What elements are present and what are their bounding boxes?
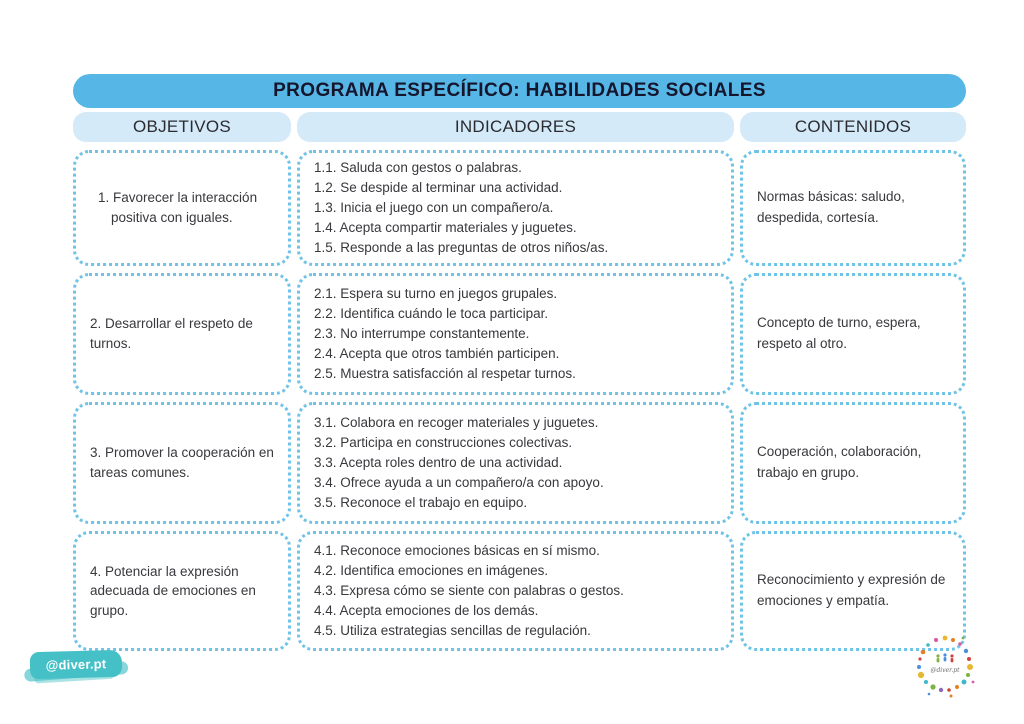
cell-objetivo-1 (73, 150, 291, 266)
cell-objetivo-4 (73, 531, 291, 651)
brand-handle-badge (30, 650, 123, 679)
cell-objetivo-2 (73, 273, 291, 395)
column-headers (73, 112, 966, 142)
column-header-indicadores: INDICADORES (297, 112, 734, 142)
brand-handle-text: @diver.pt (45, 656, 107, 673)
program-sheet (73, 74, 966, 651)
indicador-item: 2.2. Identifica cuándo le toca participar. (314, 306, 549, 321)
indicador-item: 3.3. Acepta roles dentro de una actividad. (314, 455, 563, 470)
cell-indicadores-3 (297, 402, 734, 524)
page-title: PROGRAMA ESPECÍFICO: HABILIDADES SOCIALES (273, 80, 766, 101)
indicador-item: 2.3. No interrumpe constantemente. (314, 326, 530, 341)
program-table (73, 150, 966, 651)
objetivo-text: 2. Desarrollar el respeto de turnos. (90, 316, 253, 351)
contenido-text: Reconocimiento y expresión de emociones y empatía. (757, 572, 946, 608)
indicador-item: 4.2. Identifica emociones en imágenes. (314, 563, 549, 578)
indicador-item: 4.4. Acepta emociones de los demás. (314, 603, 539, 618)
contenido-text: Cooperación, colaboración, trabajo en grupo. (757, 444, 922, 480)
logo-handle-text: @diver.pt (930, 667, 960, 674)
indicador-item: 4.1. Reconoce emociones básicas en sí mismo. (314, 543, 600, 558)
indicador-item: 1.5. Responde a las preguntas de otros niños/as. (314, 240, 609, 255)
cell-contenido-3 (740, 402, 966, 524)
title-bar (73, 74, 966, 108)
indicador-item: 4.3. Expresa cómo se siente con palabras o gestos. (314, 583, 624, 598)
cell-contenido-2 (740, 273, 966, 395)
cell-indicadores-2 (297, 273, 734, 395)
tiny-people-icon (936, 653, 953, 662)
diver-confetti-logo-icon (905, 626, 985, 706)
cell-indicadores-1 (297, 150, 734, 266)
indicador-item: 1.4. Acepta compartir materiales y juguetes. (314, 220, 577, 235)
indicador-item: 3.2. Participa en construcciones colectivas. (314, 435, 573, 450)
contenido-text: Normas básicas: saludo, despedida, cortesía. (757, 189, 905, 225)
column-header-objetivos: OBJETIVOS (73, 112, 291, 142)
indicador-item: 1.1. Saluda con gestos o palabras. (314, 160, 522, 175)
indicador-item: 3.5. Reconoce el trabajo en equipo. (314, 495, 528, 510)
objetivo-text: 3. Promover la cooperación en tareas comunes. (90, 445, 274, 480)
cell-contenido-1 (740, 150, 966, 266)
indicador-item: 1.2. Se despide al terminar una actividad. (314, 180, 563, 195)
indicador-item: 3.1. Colabora en recoger materiales y juguetes. (314, 415, 599, 430)
cell-indicadores-4 (297, 531, 734, 651)
indicador-item: 2.1. Espera su turno en juegos grupales. (314, 286, 558, 301)
indicador-item: 4.5. Utiliza estrategias sencillas de regulación. (314, 623, 591, 638)
indicador-item: 3.4. Ofrece ayuda a un compañero/a con apoyo. (314, 475, 604, 490)
indicador-item: 2.5. Muestra satisfacción al respetar turnos. (314, 366, 576, 381)
indicador-item: 2.4. Acepta que otros también participen. (314, 346, 560, 361)
contenido-text: Concepto de turno, espera, respeto al otro. (757, 315, 921, 351)
objetivo-text: 1. Favorecer la interacción positiva con iguales. (98, 190, 258, 225)
column-header-contenidos: CONTENIDOS (740, 112, 966, 142)
cell-objetivo-3 (73, 402, 291, 524)
objetivo-text: 4. Potenciar la expresión adecuada de emociones en grupo. (90, 563, 256, 618)
indicador-item: 1.3. Inicia el juego con un compañero/a. (314, 200, 554, 215)
